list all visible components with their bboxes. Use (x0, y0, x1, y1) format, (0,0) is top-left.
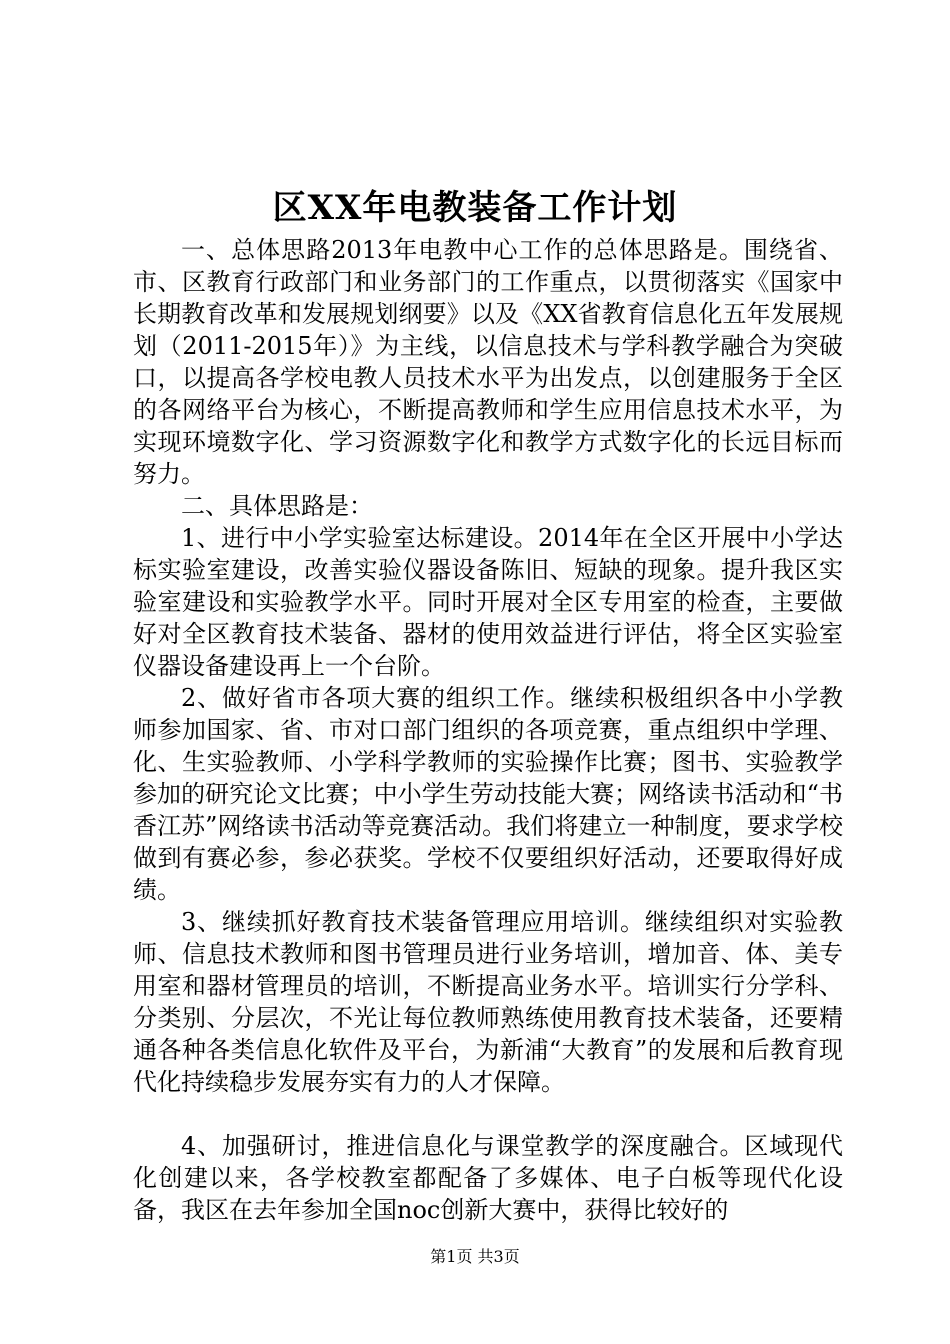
paragraph-item-4: 4、加强研讨，推进信息化与课堂教学的深度融合。区域现代化创建以来，各学校教室都配备了多媒体、电子白板等现代化设备，我区在去年参加全国noc创新大赛中，获得比较好的 (133, 1132, 843, 1224)
paragraph-item-3: 3、继续抓好教育技术装备管理应用培训。继续组织对实验教师、信息技术教师和图书管理员进行业务培训，增加音、体、美专用室和器材管理员的培训，不断提高业务水平。培训实行分学科、分类别、分层次，不光让每位教师熟练使用教育技术装备，还要精通各种各类信息化软件及平台，为新浦“大教育”的发展和后教育现代化持续稳步发展夯实有力的人才保障。 (133, 908, 843, 1096)
document-title: 区XX年电教装备工作计划 (272, 188, 678, 228)
document-body (133, 234, 843, 1226)
paragraph-specific-heading: 二、具体思路是： (181, 492, 373, 520)
paragraph-item-2: 2、做好省市各项大赛的组织工作。继续积极组织各中小学教师参加国家、省、市对口部门组织的各项竞赛，重点组织中学理、化、生实验教师、小学科学教师的实验操作比赛；图书、实验教学参加的研究论文比赛；中小学生劳动技能大赛；网络读书活动和“书香江苏”网络读书活动等竞赛活动。我们将建立一种制度，要求学校做到有赛必参，参必获奖。学校不仅要组织好活动，还要取得好成绩。 (133, 684, 843, 904)
page-footer: 第1页 共3页 (430, 1247, 520, 1266)
paragraph-overall-approach: 一、总体思路2013年电教中心工作的总体思路是。围绕省、市、区教育行政部门和业务部门的工作重点，以贯彻落实《国家中长期教育改革和发展规划纲要》以及《XX省教育信息化五年发展规划（2011-2015年）》为主线，以信息技术与学科教学融合为突破口，以提高各学校电教人员技术水平为出发点，以创建服务于全区的各网络平台为核心，不断提高教师和学生应用信息技术水平，为实现环境数字化、学习资源数字化和教学方式数字化的长远目标而努力。 (133, 236, 843, 488)
paragraph-item-1: 1、进行中小学实验室达标建设。2014年在全区开展中小学达标实验室建设，改善实验仪器设备陈旧、短缺的现象。提升我区实验室建设和实验教学水平。同时开展对全区专用室的检查，主要做好对全区教育技术装备、器材的使用效益进行评估，将全区实验室仪器设备建设再上一个台阶。 (133, 524, 843, 680)
